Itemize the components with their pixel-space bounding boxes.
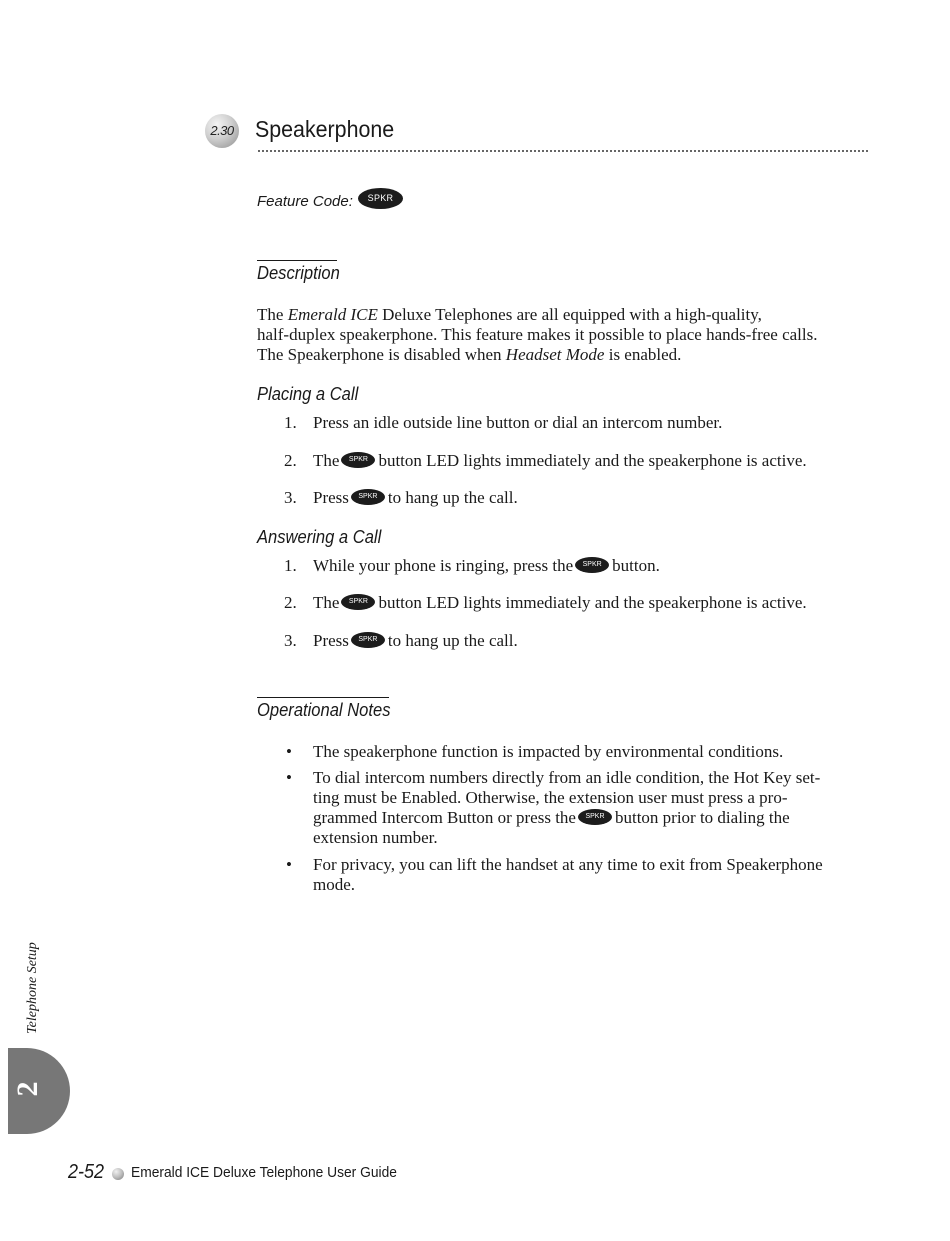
answering-step-3 — [313, 631, 518, 651]
spkr-key-icon: SPKR — [351, 632, 385, 648]
placing-step-number: 3. — [284, 488, 297, 507]
text-span: Press — [313, 488, 349, 507]
spkr-key-icon: SPKR — [358, 188, 403, 209]
description-line-1 — [257, 305, 818, 325]
text-span: button LED lights immediately and the speakerphone is active. — [378, 593, 807, 612]
text-span: The — [257, 305, 288, 324]
footer-bullet-icon — [112, 1168, 124, 1180]
answering-step-2 — [313, 593, 807, 613]
text-span: Deluxe Telephones are all equipped with a high-quality, — [377, 305, 762, 324]
placing-step-3 — [313, 488, 518, 508]
chapter-number: 2 — [11, 1081, 44, 1097]
section-divider — [258, 150, 868, 152]
bullet-icon: • — [286, 768, 292, 787]
answering-step-number: 1. — [284, 556, 297, 575]
text-span: The — [313, 593, 340, 612]
text-span: The — [313, 451, 340, 470]
note-3-line-2: mode. — [313, 875, 356, 894]
placing-step-number: 1. — [284, 413, 297, 432]
answering-call-heading: Answering a Call — [257, 527, 382, 547]
note-2 — [313, 768, 820, 848]
description-paragraph — [257, 305, 818, 365]
note-3 — [313, 855, 823, 895]
placing-step-number: 2. — [284, 451, 297, 470]
placing-step-1: Press an idle outside line button or dial an intercom number. — [313, 413, 723, 432]
placing-call-heading: Placing a Call — [257, 384, 359, 404]
text-span: Press — [313, 631, 349, 650]
description-line-2: half-duplex speakerphone. This feature makes it possible to place hands-free calls. — [257, 325, 818, 344]
note-1: The speakerphone function is impacted by environmental conditions. — [313, 742, 784, 761]
page-number: 2-52 — [68, 1161, 105, 1183]
text-span: button prior to dialing the — [614, 808, 790, 827]
bullet-icon: • — [286, 742, 292, 761]
chapter-side-title: Telephone Setup — [25, 942, 40, 1034]
note-2-line-2: ting must be Enabled. Otherwise, the extension user must press a pro- — [313, 788, 788, 807]
text-span: grammed Intercom Button or press the — [313, 808, 576, 827]
spkr-key-icon: SPKR — [341, 594, 375, 610]
note-2-line-3 — [313, 808, 820, 828]
spkr-key-icon: SPKR — [578, 809, 612, 825]
description-heading: Description — [257, 263, 340, 283]
text-span: button. — [612, 556, 660, 575]
answering-step-number: 2. — [284, 593, 297, 612]
placing-step-2 — [313, 451, 807, 471]
product-name: Emerald ICE — [287, 305, 378, 324]
section-title: Speakerphone — [255, 116, 395, 142]
feature-code-label: Feature Code: — [257, 193, 353, 210]
description-overline — [257, 260, 337, 261]
note-3-line-1: For privacy, you can lift the handset at any time to exit from Speakerphone — [313, 855, 823, 874]
text-span: button LED lights immediately and the speakerphone is active. — [378, 451, 807, 470]
section-number-badge: 2.30 — [205, 114, 239, 148]
guide-title: Emerald ICE Deluxe Telephone User Guide — [131, 1164, 397, 1181]
bullet-icon: • — [286, 855, 292, 874]
text-span: While your phone is ringing, press the — [313, 556, 574, 575]
description-line-3 — [257, 345, 818, 365]
operational-notes-overline — [257, 697, 389, 698]
spkr-key-icon: SPKR — [341, 452, 375, 468]
note-2-line-1: To dial intercom numbers directly from an idle condition, the Hot Key set- — [313, 768, 821, 787]
text-span: The Speakerphone is disabled when — [257, 345, 506, 364]
text-span: to hang up the call. — [387, 488, 518, 507]
note-2-line-4: extension number. — [313, 828, 438, 847]
text-span: is enabled. — [604, 345, 682, 364]
answering-step-number: 3. — [284, 631, 297, 650]
answering-step-1 — [313, 556, 660, 576]
spkr-key-icon: SPKR — [351, 489, 385, 505]
operational-notes-heading: Operational Notes — [257, 700, 391, 720]
text-span: to hang up the call. — [387, 631, 518, 650]
mode-name: Headset Mode — [505, 345, 605, 364]
spkr-key-icon: SPKR — [575, 557, 609, 573]
